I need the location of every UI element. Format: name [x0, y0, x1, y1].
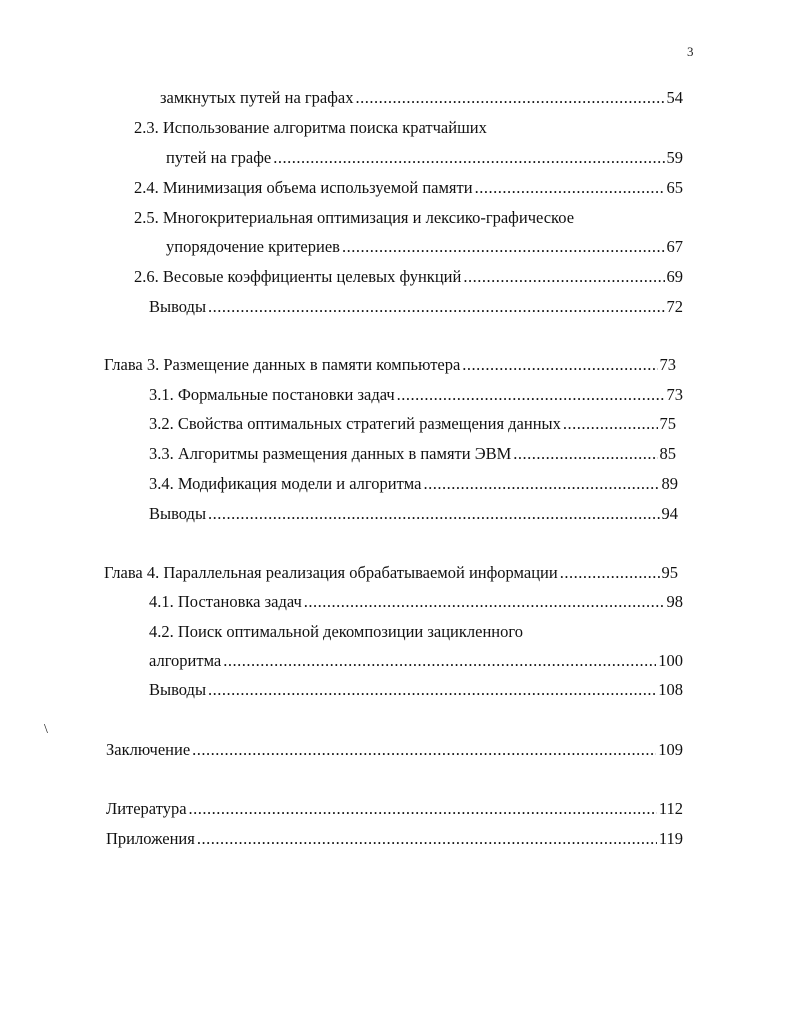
toc-leader-dots — [462, 355, 657, 375]
toc-leader-dots — [273, 148, 664, 168]
toc-leader-dots — [208, 297, 664, 317]
toc-entry-page: 98 — [666, 592, 683, 611]
toc-leader-dots — [513, 444, 657, 464]
toc-entry — [106, 740, 683, 760]
toc-entry-page: 69 — [666, 267, 683, 286]
toc-entry — [134, 118, 487, 138]
toc-entry-title: Заключение — [106, 740, 191, 759]
toc-entry-title: 4.2. Поиск оптимальной декомпозиции зацикленного — [149, 622, 523, 641]
toc-entry-page: 95 — [661, 563, 678, 582]
toc-leader-dots — [192, 740, 656, 760]
toc-entry — [134, 267, 683, 287]
toc-entry — [149, 474, 678, 494]
toc-entry — [134, 208, 574, 228]
toc-entry-title: упорядочение критериев — [166, 237, 340, 256]
toc-entry-title: 2.5. Многокритериальная оптимизация и лексико-графическое — [134, 208, 575, 227]
toc-entry — [166, 237, 683, 257]
toc-leader-dots — [197, 829, 657, 849]
toc-entry-title: 3.1. Формальные постановки задач — [149, 385, 395, 404]
toc-entry-title: 2.6. Весовые коэффициенты целевых функций — [134, 267, 462, 286]
toc-leader-dots — [189, 799, 657, 819]
toc-entry-title: путей на графе — [166, 148, 272, 167]
toc-leader-dots — [563, 414, 658, 434]
toc-entry — [149, 680, 683, 700]
toc-entry-title: Литература — [106, 799, 187, 818]
toc-entry-page: 109 — [658, 740, 683, 759]
toc-leader-dots — [223, 651, 656, 671]
toc-entry-page: 108 — [658, 680, 683, 699]
toc-entry — [166, 148, 683, 168]
toc-entry-page: 59 — [666, 148, 683, 167]
toc-entry — [149, 297, 683, 317]
toc-entry-title: Выводы — [149, 680, 207, 699]
toc-entry-title: 4.1. Постановка задач — [149, 592, 302, 611]
page-number: 3 — [687, 44, 694, 59]
toc-entry-page: 54 — [666, 88, 683, 107]
toc-entry-title: алгоритма — [149, 651, 222, 670]
toc-entry — [149, 385, 683, 405]
toc-entry — [106, 829, 683, 849]
toc-entry — [149, 504, 678, 524]
toc-leader-dots — [208, 680, 656, 700]
toc-entry-title: 3.2. Свойства оптимальных стратегий размещения данных — [149, 414, 561, 433]
toc-entry-title: 3.4. Модификация модели и алгоритма — [149, 474, 422, 493]
toc-entry-title: 2.3. Использование алгоритма поиска кратчайших — [134, 118, 487, 137]
toc-entry-title: Глава 3. Размещение данных в памяти компьютера — [104, 355, 461, 374]
toc-entry — [160, 88, 683, 108]
toc-entry-page: 75 — [659, 414, 676, 433]
toc-entry — [149, 414, 676, 434]
toc-entry-title: Приложения — [106, 829, 195, 848]
toc-entry-page: 67 — [666, 237, 683, 256]
toc-entry-page: 94 — [661, 504, 678, 523]
toc-entry-page: 65 — [666, 178, 683, 197]
toc-leader-dots — [463, 267, 664, 287]
toc-entry-page: 73 — [659, 355, 676, 374]
toc-leader-dots — [475, 178, 665, 198]
toc-leader-dots — [304, 592, 665, 612]
toc-entry — [134, 178, 683, 198]
toc-entry-page: 89 — [661, 474, 678, 493]
toc-entry-page: 85 — [659, 444, 676, 463]
toc-leader-dots — [342, 237, 665, 257]
toc-entry-page: 119 — [658, 829, 683, 848]
toc-entry-page: 100 — [658, 651, 683, 670]
toc-entry — [106, 799, 683, 819]
toc-entry — [149, 444, 676, 464]
toc-entry — [149, 592, 683, 612]
toc-entry-page: 112 — [658, 799, 683, 818]
toc-entry-title: 3.3. Алгоритмы размещения данных в памяти ЭВМ — [149, 444, 512, 463]
toc-entry-title: 2.4. Минимизация объема используемой памяти — [134, 178, 473, 197]
toc-entry-title: Глава 4. Параллельная реализация обрабатываемой информации — [104, 563, 558, 582]
toc-leader-dots — [423, 474, 659, 494]
toc-leader-dots — [356, 88, 665, 108]
toc-entry-page: 73 — [666, 385, 683, 404]
toc-leader-dots — [208, 504, 659, 524]
toc-entry-page: 72 — [666, 297, 683, 316]
toc-entry — [149, 651, 683, 671]
toc-entry — [104, 563, 678, 583]
toc-leader-dots — [397, 385, 665, 405]
toc-entry-title: Выводы — [149, 504, 207, 523]
toc-entry — [104, 355, 676, 375]
toc-leader-dots — [560, 563, 660, 583]
toc-entry-title: замкнутых путей на графах — [160, 88, 354, 107]
scan-artifact-mark: \ — [44, 722, 48, 737]
toc-entry-title: Выводы — [149, 297, 207, 316]
toc-entry — [149, 622, 523, 642]
